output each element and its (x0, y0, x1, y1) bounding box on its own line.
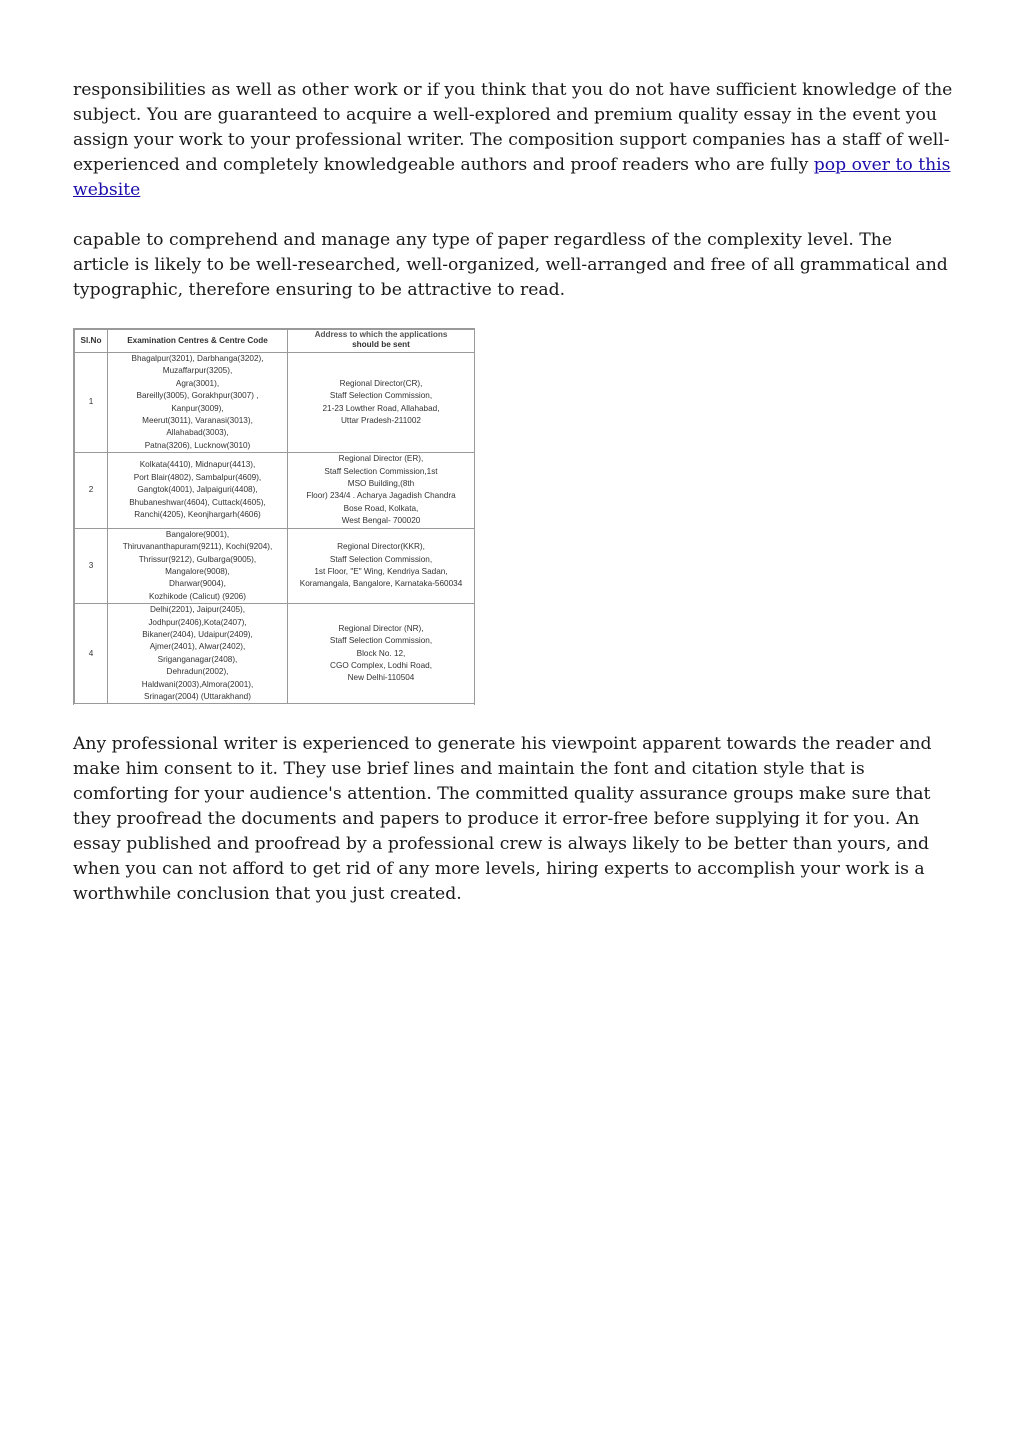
cell-centres (108, 604, 288, 704)
centre-line: Bikaner(2404), Udaipur(2409), (142, 629, 253, 639)
address-line: Regional Director (ER), (338, 454, 424, 464)
cell-centres (108, 453, 288, 528)
cell-address (288, 604, 475, 704)
centre-line: Kanpur(3009), (171, 403, 224, 413)
table-row (75, 528, 475, 603)
paragraph-3: Any professional writer is experienced to generate his viewpoint apparent towards the reader and make him consent to it. They use brief lines and maintain the font and citation style that is comforting for your audience's attention. The committed quality assurance groups make sure that they proofread the documents and papers to produce it error-free before supplying it for you. An essay published and proofread by a professional crew is always likely to be better than yours, and when you can not afford to get rid of any more levels, hiring experts to accomplish your work is a worthwhile conclusion that you just created. (73, 734, 932, 904)
table-row (75, 353, 475, 453)
header-address-bottom: should be sent (352, 339, 410, 349)
centre-line: Gangtok(4001), Jalpaiguri(4408), (137, 485, 258, 495)
centre-line: Dharwar(9004), (169, 579, 226, 589)
paragraph-1 (73, 78, 953, 203)
centre-line: Delhi(2201), Jaipur(2405), (149, 605, 246, 615)
header-centres: Examination Centres & Centre Code (108, 330, 288, 353)
address-line: West Bengal- 700020 (341, 516, 421, 526)
address-line: New Delhi-110504 (347, 673, 415, 683)
centre-line: Kolkata(4410), Midnapur(4413), (139, 460, 256, 470)
address-line: Block No. 12, (356, 648, 406, 658)
centre-line: Dehradun(2002), (166, 667, 229, 677)
centre-line: Thiruvananthapuram(9211), Kochi(9204), (122, 542, 273, 552)
centre-line: Bareilly(3005), Gorakhpur(3007) , (136, 391, 259, 401)
address-line: Koramangala, Bangalore, Karnataka-560034 (299, 579, 463, 589)
centre-line: Thrissur(9212), Gulbarga(9005), (138, 554, 257, 564)
address-line: MSO Building,(8th (347, 479, 415, 489)
centre-line: Ranchi(4205), Keonjhargarh(4606) (134, 510, 261, 520)
document-body (73, 78, 953, 907)
table-body (75, 353, 475, 704)
table-header-row (75, 330, 475, 353)
table-row (75, 453, 475, 528)
centre-line: Ajmer(2401), Alwar(2402), (149, 642, 246, 652)
address-line: Uttar Pradesh-211002 (341, 416, 421, 426)
cell-sno: 1 (75, 353, 108, 453)
centre-line: Port Blair(4802), Sambalpur(4609), (133, 472, 262, 482)
cell-address (288, 453, 475, 528)
ssc-centres-table-image (73, 328, 475, 705)
cell-centres (108, 528, 288, 603)
header-address-top: Address to which the applications (314, 329, 448, 339)
header-sno: Sl.No (75, 330, 108, 353)
centre-line: Bhagalpur(3201), Darbhanga(3202), (131, 354, 264, 363)
centre-line: Haldwani(2003),Almora(2001), (141, 679, 254, 689)
centre-line: Sriganganagar(2408), (157, 654, 238, 664)
paragraph-1-text: responsibilities as well as other work or if you think that you do not have sufficient knowledge of the subject. You are guaranteed to acquire a well-explored and premium quality essay in the event you assign your work to your professional writer. The composition support companies has a staff of well-experienced and completely knowledgeable authors and proof readers who are fully (73, 80, 953, 175)
centre-line: Allahabad(3003), (166, 428, 229, 438)
paragraph-2: capable to comprehend and manage any type of paper regardless of the complexity level. The article is likely to be well-researched, well-organized, well-arranged and free of all grammatical and typographic, therefore ensuring to be attractive to read. (73, 230, 948, 300)
address-line: Regional Director(CR), (339, 378, 423, 388)
centre-line: Bhubaneshwar(4604), Cuttack(4605), (129, 497, 266, 507)
header-address (288, 330, 475, 353)
centre-line: Mangalore(9008), (165, 566, 230, 576)
cell-sno: 4 (75, 604, 108, 704)
address-line: Staff Selection Commission, (329, 636, 433, 646)
cell-sno: 3 (75, 528, 108, 603)
centre-line: Muzaffarpur(3205), (162, 366, 233, 376)
cell-address (288, 353, 475, 453)
address-line: Staff Selection Commission, (329, 391, 433, 401)
cell-centres (108, 353, 288, 453)
ssc-centres-table (74, 329, 475, 704)
cell-address (288, 528, 475, 603)
table-row (75, 604, 475, 704)
centre-line: Agra(3001), (175, 378, 220, 388)
centre-line: Bangalore(9001), (165, 529, 230, 539)
address-line: CGO Complex, Lodhi Road, (330, 660, 432, 670)
address-line: Regional Director (NR), (338, 623, 424, 633)
cell-sno: 2 (75, 453, 108, 528)
address-line: Bose Road, Kolkata, (343, 503, 419, 513)
centre-line: Kozhikode (Calicut) (9206) (149, 591, 246, 601)
address-line: Staff Selection Commission,1st (324, 466, 438, 476)
address-line: 21-23 Lowther Road, Allahabad, (322, 403, 440, 413)
centre-line: Patna(3206), Lucknow(3010) (144, 440, 251, 450)
address-line: Staff Selection Commission, (329, 554, 433, 564)
pop-over-link[interactable]: pop over to this website (73, 155, 951, 200)
address-line: Regional Director(KKR), (337, 542, 425, 552)
centre-line: Jodhpur(2406),Kota(2407), (148, 617, 247, 627)
centre-line: Srinagar(2004) (Uttarakhand) (144, 691, 251, 701)
address-line: 1st Floor, "E" Wing, Kendriya Sadan, (314, 566, 448, 576)
address-line: Floor) 234/4 . Acharya Jagadish Chandra (306, 491, 456, 501)
centre-line: Meerut(3011), Varanasi(3013), (142, 416, 253, 426)
